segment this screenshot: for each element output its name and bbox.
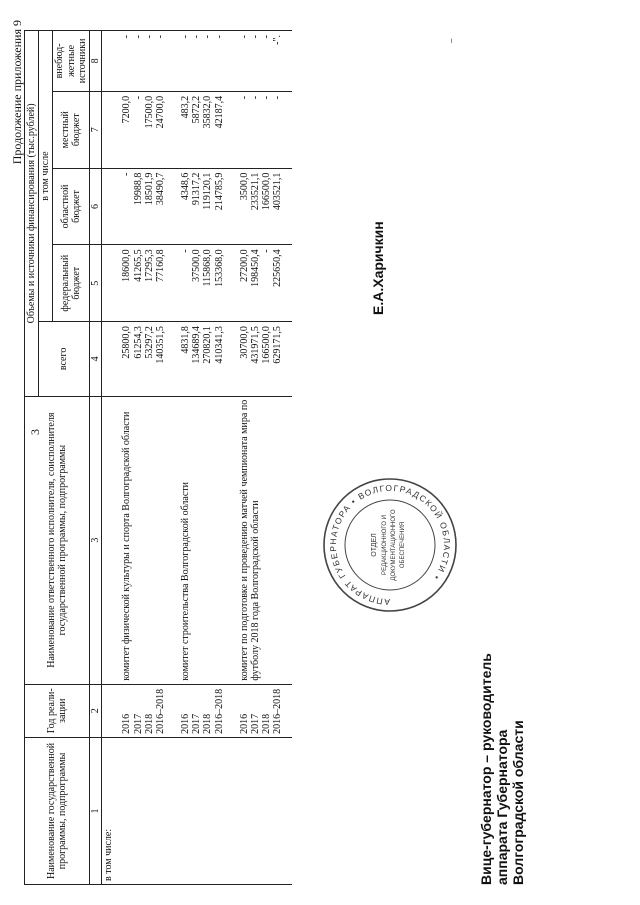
federal-cell: 18600,0 41265,5 17295,3 77160,8 <box>115 245 174 322</box>
table-row <box>115 31 174 885</box>
header-regional: областной бюджет <box>53 168 90 245</box>
svg-text:АППАРАТ ГУБЕРНАТОРА • ВОЛГОГРА <box>328 483 452 607</box>
signature-line: Волгоградской области <box>510 720 527 885</box>
col-index: 5 <box>89 245 101 322</box>
stamp-ring-text: АППАРАТ ГУБЕРНАТОРА • ВОЛГОГРАДСКОЙ ОБЛАСТИ • <box>327 482 453 608</box>
regional-cell: - 19988,8 18501,9 38490,7 <box>115 168 174 245</box>
table-row <box>233 31 292 885</box>
lead-text: в том числе: <box>102 737 116 884</box>
signature-block <box>478 653 526 885</box>
page-number: 3 <box>28 429 42 435</box>
col-index: 4 <box>89 322 101 397</box>
regional-cell: 3500,0 233521,1 166500,0 403521,1 <box>233 168 292 245</box>
years-cell: 2016 2017 2018 2016–2018 <box>233 684 292 737</box>
offbudget-cell: - - - - <box>174 31 233 92</box>
side-mark: – <box>446 38 456 43</box>
header-funding: Объемы и источники финансирования (тыс.рублей) <box>25 31 39 397</box>
col-index: 2 <box>89 684 101 737</box>
stamp-center-line: ОТДЕЛ <box>371 533 378 557</box>
signature-line: аппарата Губернатора <box>494 729 511 885</box>
stamp-center-line: РЕДАКЦИОННОГО И <box>382 515 388 575</box>
header-executor: Наименование ответственного исполнителя, соисполнителя государственной программы, подпрограммы <box>25 396 90 684</box>
header-local: местный бюджет <box>53 91 90 168</box>
header-total: всего <box>39 322 90 397</box>
col-index: 3 <box>89 396 101 684</box>
federal-cell: - 37500,0 115868,0 153368,0 <box>174 245 233 322</box>
col-index: 6 <box>89 168 101 245</box>
stamp-center-line: ДОКУМЕНТАЦИОННОГО <box>391 509 397 581</box>
executor-cell: комитет по подготовке и проведению матчей чемпионата мира по футболу 2018 года Волгоградской области <box>233 396 292 684</box>
financing-table <box>24 30 292 885</box>
table-row <box>102 31 116 885</box>
stamp-center-line: ОБЕСПЕЧЕНИЯ <box>400 521 406 569</box>
header-incl: в том числе <box>39 31 53 322</box>
years-cell: 2016 2017 2018 2016–2018 <box>174 684 233 737</box>
years-cell: 2016 2017 2018 2016–2018 <box>115 684 174 737</box>
offbudget-cell: - - - -". <box>233 31 292 92</box>
total-cell: 25800,0 61254,3 53297,2 140351,5 <box>115 322 174 397</box>
signatory-name: Е.А.Харичкин <box>370 221 386 315</box>
header-federal: федеральный бюджет <box>53 245 90 322</box>
federal-cell: 27200,0 198450,4 - 225650,4 <box>233 245 292 322</box>
table-row <box>174 31 233 885</box>
executor-cell: комитет физической культуры и спорта Волгоградской области <box>115 396 174 684</box>
signature-line: Вице-губернатор – руководитель <box>478 653 494 885</box>
header-program: Наименование государственной программы, подпрограммы <box>25 737 90 884</box>
total-cell: 4831,8 134689,4 270820,1 410341,3 <box>174 322 233 397</box>
continuation-title: Продолжение приложения 9 <box>10 20 24 165</box>
offbudget-cell: - - - - <box>115 31 174 92</box>
col-index: 8 <box>89 31 101 92</box>
local-cell: 7200,0 - 17500,0 24700,0 <box>115 91 174 168</box>
local-cell: - - - - <box>233 91 292 168</box>
col-index: 1 <box>89 737 101 884</box>
col-index: 7 <box>89 91 101 168</box>
regional-cell: 4348,6 91317,2 119120,1 214785,9 <box>174 168 233 245</box>
total-cell: 30700,0 431971,5 166500,0 629171,5 <box>233 322 292 397</box>
local-cell: 483,2 5872,2 35832,0 42187,4 <box>174 91 233 168</box>
executor-cell: комитет строительства Волгоградской области <box>174 396 233 684</box>
official-stamp <box>320 475 460 615</box>
header-offbudget: внебюд-жетные источники <box>53 31 90 92</box>
header-year: Год реали-зации <box>25 684 90 737</box>
